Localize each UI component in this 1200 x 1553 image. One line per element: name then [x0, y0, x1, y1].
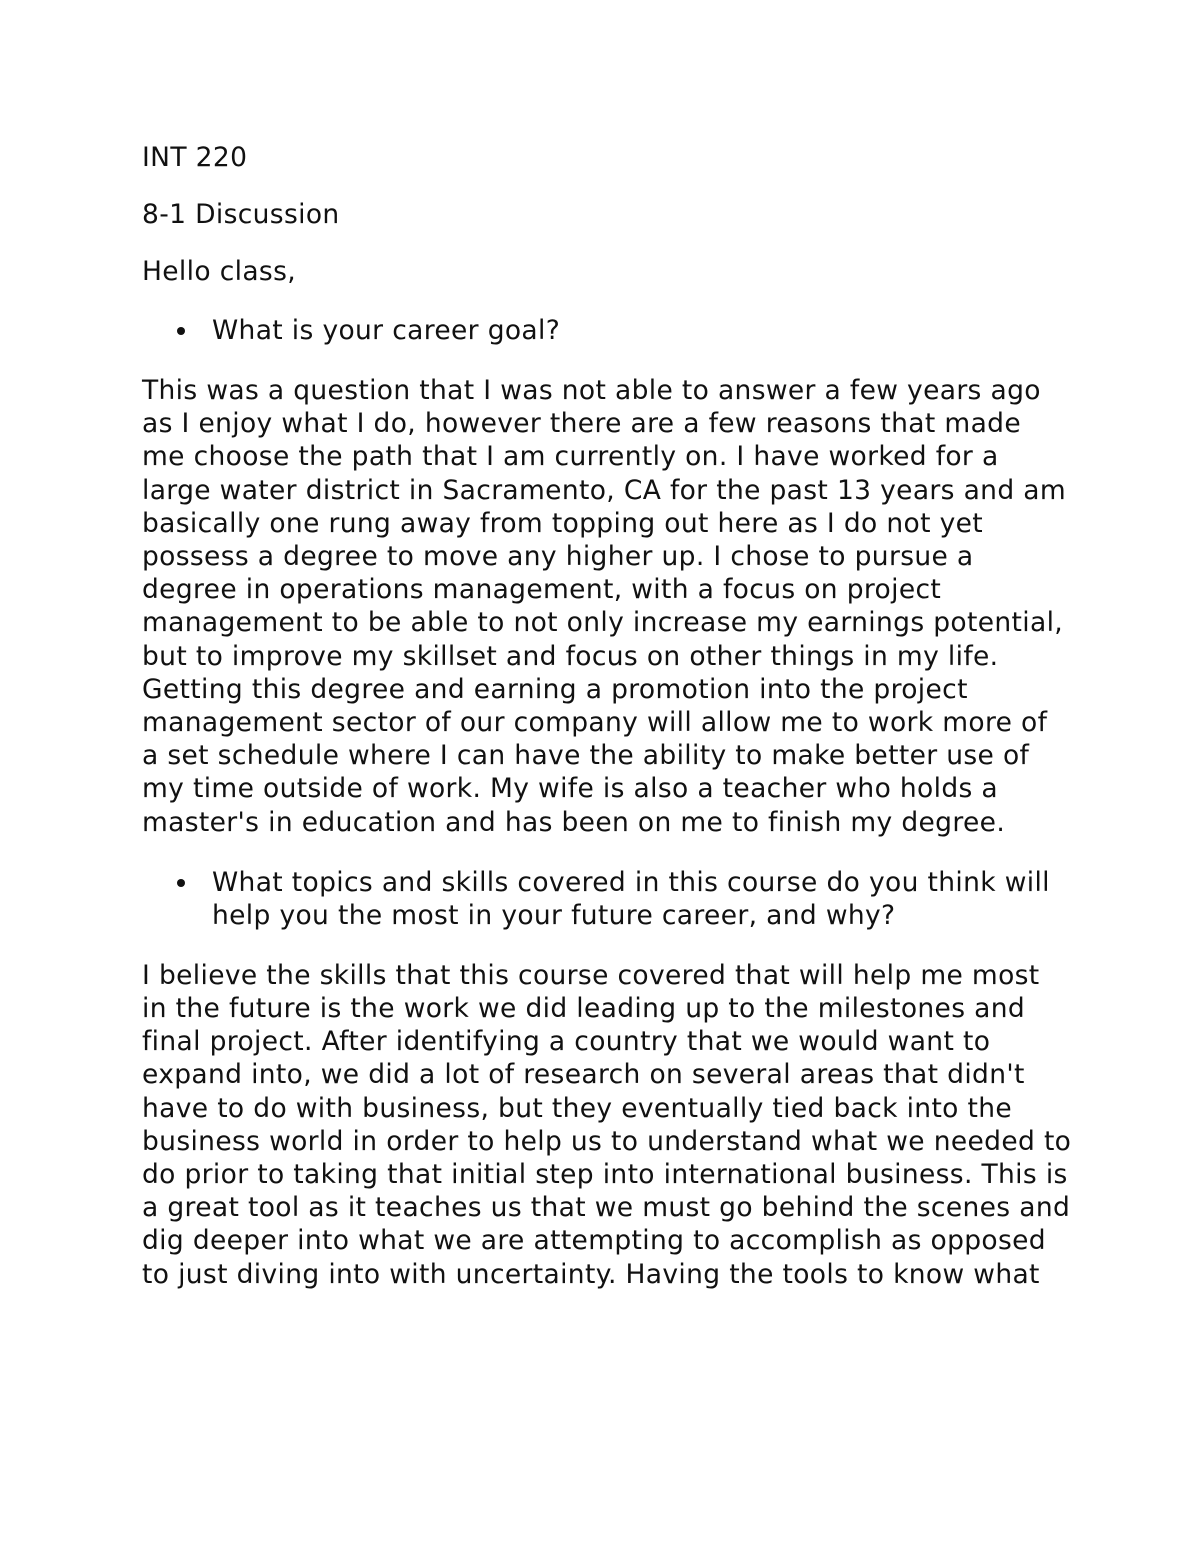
question-two-text: What topics and skills covered in this course do you think will help you the most in your future career, and why? — [212, 866, 1050, 931]
assignment-title: 8-1 Discussion — [142, 199, 340, 230]
document-body — [142, 140, 1072, 1291]
question-one-text: What is your career goal? — [212, 315, 561, 346]
list-item — [142, 866, 1072, 932]
question-list-two — [142, 866, 1072, 932]
bullet-icon — [177, 327, 185, 335]
greeting: Hello class, — [142, 256, 296, 287]
answer-one-paragraph: This was a question that I was not able to answer a few years ago as I enjoy what I do, however there are a few reasons that made me choose the path that I am currently on. I have worked for a large water district in Sacramento, CA for the past 13 years and am basically one rung away from topping out here as I do not yet possess a degree to move any higher up. I chose to pursue a degree in operations management, with a focus on project management to be able to not only increase my earnings potential, but to improve my skillset and focus on other things in my life. Getting this degree and earning a promotion into the project management sector of our company will allow me to work more of a set schedule where I can have the ability to make better use of my time outside of work. My wife is also a teacher who holds a master's in education and has been on me to finish my degree. — [142, 375, 1067, 838]
question-list-one — [142, 314, 1072, 347]
list-item — [142, 314, 1072, 347]
course-code: INT 220 — [142, 142, 248, 173]
bullet-icon — [177, 879, 185, 887]
answer-two-paragraph: I believe the skills that this course covered that will help me most in the future is the work we did leading up to the milestones and final project. After identifying a country that we would want to expand into, we did a lot of research on several areas that didn't have to do with business, but they eventually tied back into the business world in order to help us to understand what we needed to do prior to taking that initial step into international business. This is a great tool as it teaches us that we must go behind the scenes and dig deeper into what we are attempting to accomplish as opposed to just diving into with uncertainty. Having the tools to know what — [142, 959, 1072, 1290]
